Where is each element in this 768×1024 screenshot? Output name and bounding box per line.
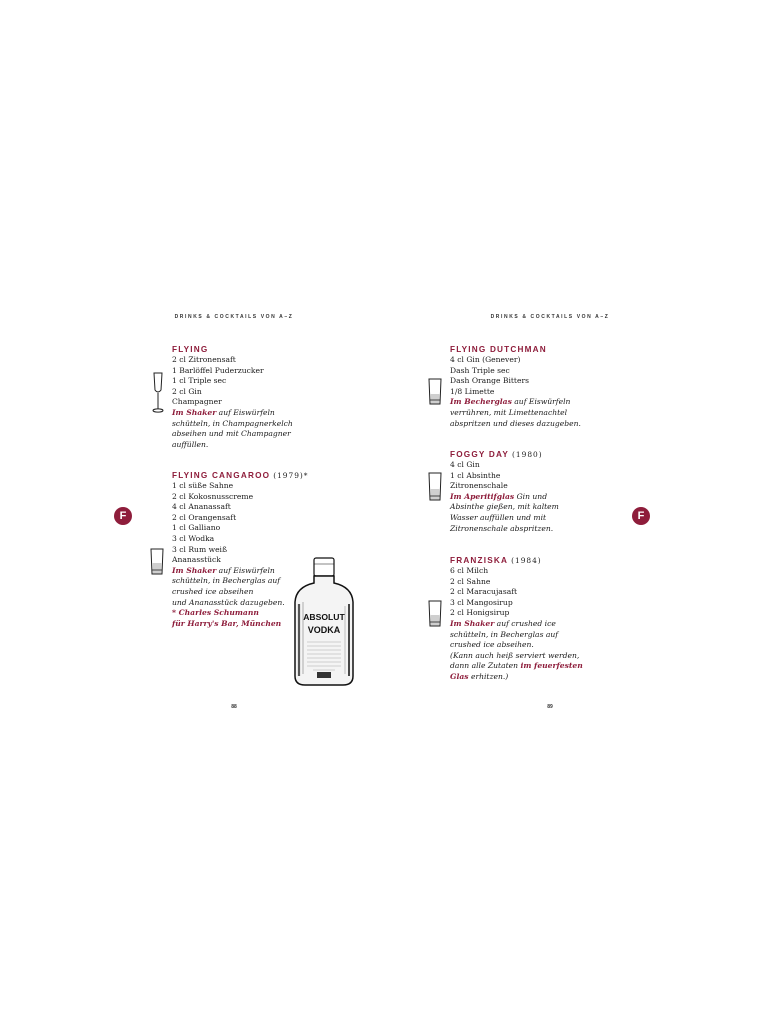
recipe-text: 3 cl Wodka xyxy=(172,533,215,543)
recipe-text: Dash Orange Bitters xyxy=(450,376,529,386)
recipe-text: schütteln, in Becherglas auf xyxy=(450,629,559,639)
recipe-text: 1 Barlöffel Puderzucker xyxy=(172,365,264,375)
recipe-ingredients xyxy=(172,355,372,450)
recipe-line xyxy=(450,619,650,630)
recipe-text: Zitronenschale abspritzen. xyxy=(450,523,554,533)
recipe-line xyxy=(450,566,650,577)
recipe-line xyxy=(450,355,650,366)
recipe-line xyxy=(172,366,372,377)
recipe-line xyxy=(450,492,650,503)
recipe-line xyxy=(172,408,372,419)
recipe-title: FLYING CANGAROO (1979)* xyxy=(172,471,309,480)
recipe-line xyxy=(172,397,372,408)
recipe-text: Ananasstück xyxy=(172,555,221,565)
bottle-brand: ABSOLUT xyxy=(303,612,345,622)
recipe-line xyxy=(450,651,650,662)
recipe-method-highlight: * Charles Schumann xyxy=(172,608,259,618)
recipe-line xyxy=(450,397,650,408)
recipe-text: Wasser auffüllen und mit xyxy=(450,512,547,522)
recipe-text: 4 cl Ananassaft xyxy=(172,502,231,512)
recipe-line xyxy=(450,513,650,524)
recipe-text: Dash Triple sec xyxy=(450,365,510,375)
bottle-product: VODKA xyxy=(307,625,341,635)
recipe-year: (1984) xyxy=(511,556,542,565)
running-header: DRINKS & COCKTAILS VON A–Z xyxy=(490,314,610,320)
recipe-text: 1 cl Galliano xyxy=(172,523,221,533)
recipe-text: auffüllen. xyxy=(172,439,209,449)
recipe-line xyxy=(450,471,650,482)
recipe-line xyxy=(450,577,650,588)
recipe-line xyxy=(172,545,372,556)
recipe-flying-dutchman xyxy=(450,344,650,429)
recipe-text: dann alle Zutaten xyxy=(450,661,521,671)
highball-glass-icon xyxy=(149,548,165,576)
recipe-text: 6 cl Milch xyxy=(450,566,489,575)
recipe-text: auf crushed ice xyxy=(494,618,556,628)
recipe-text: 2 cl Honigsirup xyxy=(450,608,510,618)
recipe-line xyxy=(172,387,372,398)
recipe-method-highlight: für Harry's Bar, München xyxy=(172,618,282,628)
recipe-year: (1980) xyxy=(512,450,543,459)
recipe-line xyxy=(172,492,372,503)
recipe-text: 2 cl Maracujasaft xyxy=(450,587,518,597)
page-number: 89 xyxy=(547,704,553,710)
running-header: DRINKS & COCKTAILS VON A–Z xyxy=(174,314,294,320)
recipe-text: abspritzen und dieses dazugeben. xyxy=(450,418,581,428)
recipe-method-highlight: Im Aperitifglas xyxy=(450,491,515,501)
recipe-line xyxy=(450,608,650,619)
recipe-line xyxy=(450,630,650,641)
recipe-text: Gin und xyxy=(514,491,548,501)
recipe-line xyxy=(450,376,650,387)
recipe-text: verrühren, mit Limettenachtel xyxy=(450,407,568,417)
recipe-method-highlight: Im Becherglas xyxy=(450,397,512,407)
recipe-text: 3 cl Rum weiß xyxy=(172,544,228,554)
recipe-text: 1/8 Limette xyxy=(450,386,495,396)
thumb-index-tab-right[interactable]: F xyxy=(632,507,650,525)
recipe-text: crushed ice abseihen xyxy=(172,586,254,596)
recipe-text: auf Eiswürfeln xyxy=(511,397,571,407)
recipe-line xyxy=(450,408,650,419)
recipe-text: abseihen und mit Champagner xyxy=(172,429,291,439)
aperitif-glass-icon xyxy=(427,472,443,502)
recipe-title: FOGGY DAY (1980) xyxy=(450,450,543,459)
recipe-text: schütteln, in Champagnerkelch xyxy=(172,418,293,428)
recipe-text: Champagner xyxy=(172,397,222,407)
recipe-text: 1 cl Absinthe xyxy=(450,470,501,480)
recipe-line xyxy=(172,429,372,440)
recipe-text: 2 cl Gin xyxy=(172,386,202,396)
thumb-index-tab-left[interactable]: F xyxy=(114,507,132,525)
recipe-line xyxy=(450,366,650,377)
recipe-franziska xyxy=(450,555,650,683)
recipe-line xyxy=(450,524,650,535)
recipe-line xyxy=(450,460,650,471)
recipe-text: und Ananasstück dazugeben. xyxy=(172,597,285,607)
recipe-line xyxy=(450,661,650,672)
recipe-line xyxy=(172,523,372,534)
recipe-ingredients xyxy=(450,355,650,429)
recipe-method-highlight: im feuerfesten xyxy=(520,661,583,671)
recipe-line xyxy=(450,502,650,513)
recipe-text: schütteln, in Becherglas auf xyxy=(172,576,281,586)
recipe-flying xyxy=(172,344,372,450)
recipe-ingredients xyxy=(450,566,650,683)
right-page xyxy=(400,300,700,720)
recipe-text: 4 cl Gin xyxy=(450,460,480,469)
recipe-text: 2 cl Sahne xyxy=(450,576,491,586)
recipe-line xyxy=(172,419,372,430)
recipe-line xyxy=(172,481,372,492)
recipe-text: 2 cl Kokosnusscreme xyxy=(172,491,254,501)
recipe-line xyxy=(450,598,650,609)
recipe-line xyxy=(450,587,650,598)
recipe-line xyxy=(450,387,650,398)
recipe-foggy-day xyxy=(450,449,650,534)
recipe-title: FLYING DUTCHMAN xyxy=(450,345,547,354)
recipe-method-highlight: Im Shaker xyxy=(172,565,217,575)
recipe-method-highlight: Im Shaker xyxy=(172,407,217,417)
recipe-line xyxy=(450,640,650,651)
recipe-text: (Kann auch heiß serviert werden, xyxy=(450,650,580,660)
recipe-line xyxy=(172,376,372,387)
tumbler-glass-icon xyxy=(427,378,443,406)
recipe-text: erhitzen.) xyxy=(468,671,509,681)
recipe-year: (1979)* xyxy=(273,471,309,480)
recipe-line xyxy=(450,672,650,683)
recipe-text: 4 cl Gin (Genever) xyxy=(450,355,521,364)
recipe-text: crushed ice abseihen. xyxy=(450,640,534,650)
recipe-line xyxy=(172,440,372,451)
recipe-text: 2 cl Zitronensaft xyxy=(172,355,236,364)
recipe-method-highlight: Im Shaker xyxy=(450,618,495,628)
page-number: 88 xyxy=(231,704,237,710)
recipe-title: FLYING xyxy=(172,345,209,354)
recipe-line xyxy=(450,481,650,492)
recipe-line xyxy=(450,419,650,430)
recipe-line xyxy=(172,355,372,366)
recipe-ingredients xyxy=(450,460,650,534)
recipe-line xyxy=(172,513,372,524)
recipe-text: auf Eiswürfeln xyxy=(216,407,275,417)
recipe-line xyxy=(172,502,372,513)
recipe-text: 1 cl süße Sahne xyxy=(172,481,234,490)
recipe-text: Zitronenschale xyxy=(450,481,508,491)
recipe-line xyxy=(172,534,372,545)
highball-glass-icon xyxy=(427,600,443,628)
recipe-text: 2 cl Orangensaft xyxy=(172,512,237,522)
recipe-method-highlight: Glas xyxy=(450,671,469,681)
recipe-text: auf Eiswürfeln xyxy=(216,565,275,575)
recipe-text: 1 cl Triple sec xyxy=(172,376,227,386)
vodka-bottle-illustration xyxy=(291,556,357,688)
recipe-text: Absinthe gießen, mit kaltem xyxy=(450,502,559,512)
recipe-title: FRANZISKA (1984) xyxy=(450,556,542,565)
recipe-text: 3 cl Mangosirup xyxy=(450,597,513,607)
champagne-flute-icon xyxy=(151,372,165,414)
